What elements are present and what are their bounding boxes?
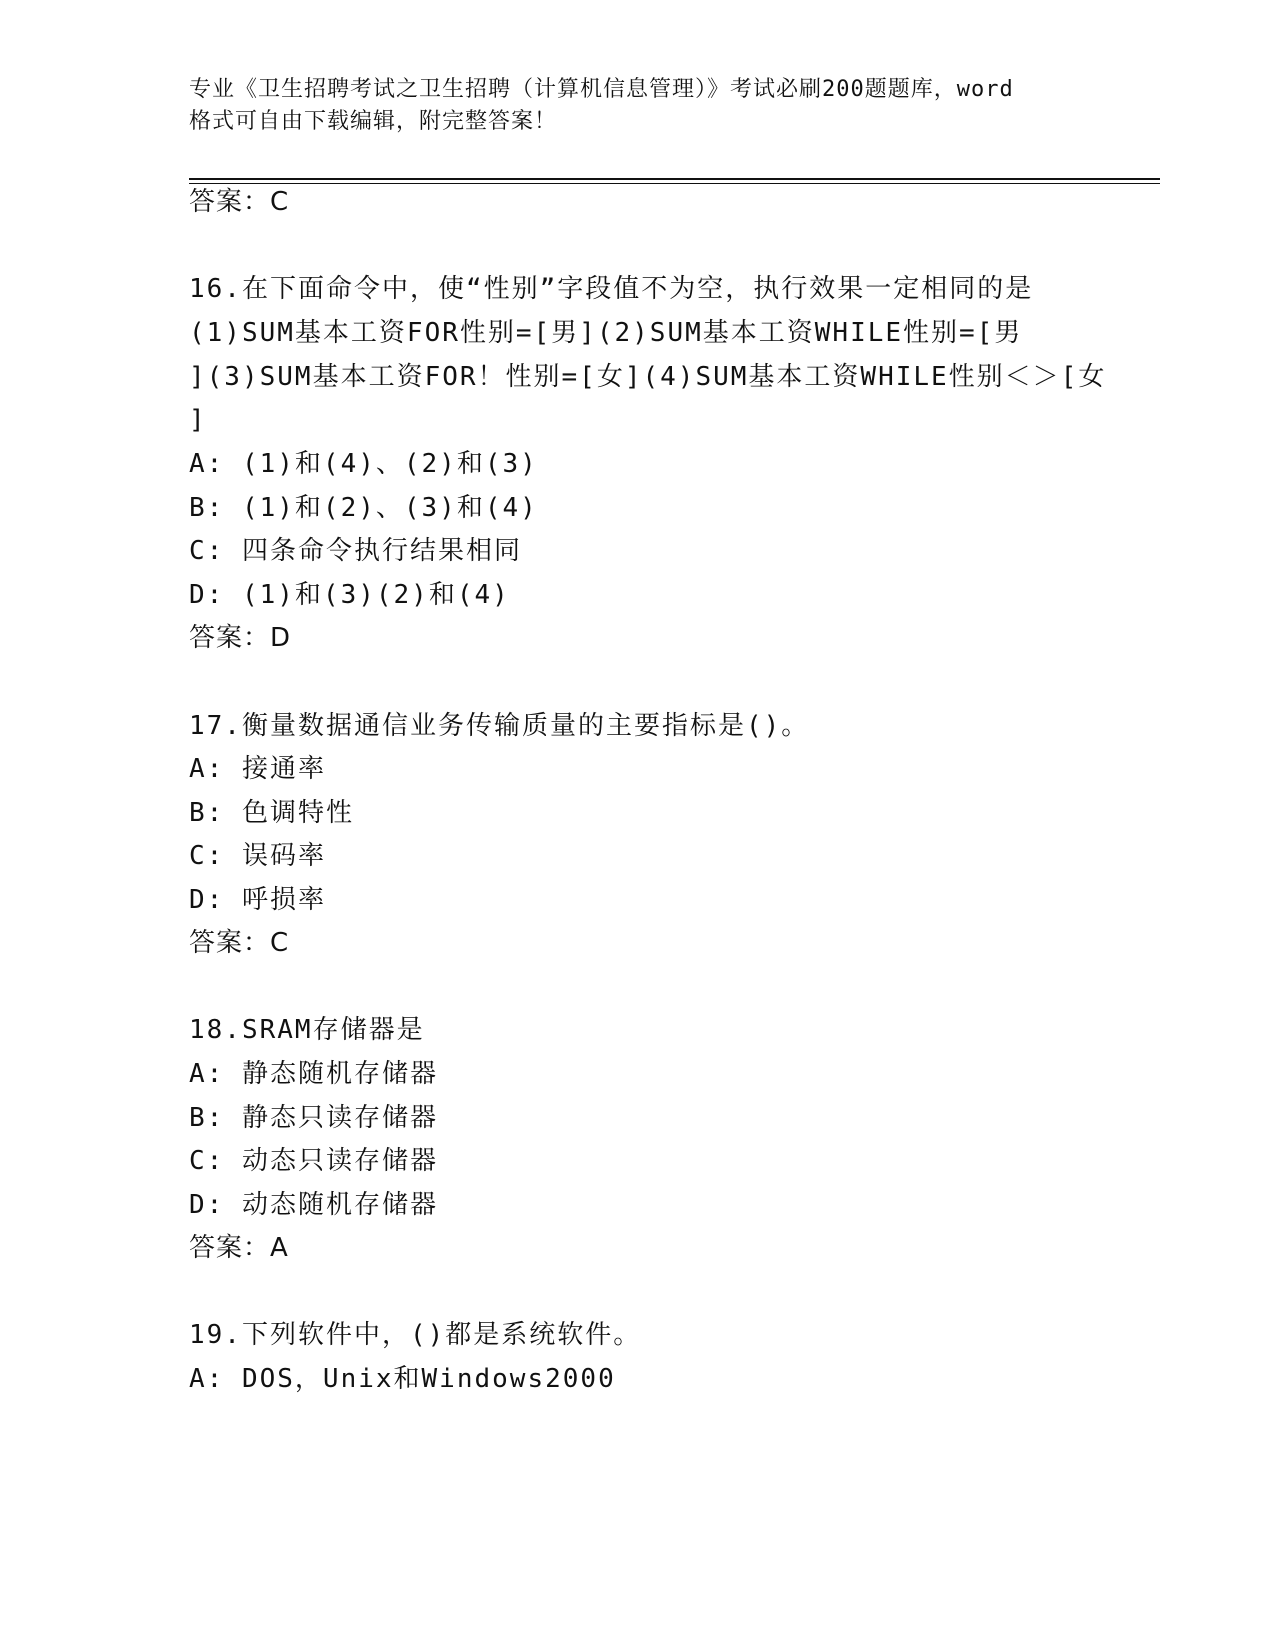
question-19-option-a: A: DOS，Unix和Windows2000 <box>189 1364 616 1394</box>
question-17-stem: 17.衡量数据通信业务传输质量的主要指标是()。 <box>189 711 810 741</box>
document-header <box>189 74 1089 138</box>
question-17-option-d: D: 呼损率 <box>189 885 326 915</box>
question-16-stem-2: (1)SUM基本工资FOR性别=[男](2)SUM基本工资WHILE性别=[男 <box>189 318 1023 348</box>
question-19-stem: 19.下列软件中，()都是系统软件。 <box>189 1320 642 1350</box>
question-16-option-c: C: 四条命令执行结果相同 <box>189 536 522 566</box>
question-18-option-c: C: 动态只读存储器 <box>189 1146 438 1176</box>
question-17-option-a: A: 接通率 <box>189 754 326 784</box>
question-18-stem: 18.SRAM存储器是 <box>189 1015 425 1045</box>
question-16-option-d: D: (1)和(3)(2)和(4) <box>189 580 510 610</box>
question-18-option-a: A: 静态随机存储器 <box>189 1059 438 1089</box>
header-divider-thick <box>189 178 1160 180</box>
header-line-1: 专业《卫生招聘考试之卫生招聘（计算机信息管理）》考试必刷200题题库，word <box>189 77 1014 102</box>
question-16-stem-3: ](3)SUM基本工资FOR！性别=[女](4)SUM基本工资WHILE性别＜＞[女 <box>189 362 1107 392</box>
question-16-option-a: A: (1)和(4)、(2)和(3) <box>189 449 538 479</box>
question-18-answer: 答案：A <box>189 1233 289 1263</box>
question-18-option-d: D: 动态随机存储器 <box>189 1190 438 1220</box>
question-18-option-b: B: 静态只读存储器 <box>189 1103 438 1133</box>
header-divider-thin <box>189 183 1160 184</box>
header-line-2: 格式可自由下载编辑，附完整答案！ <box>189 109 558 134</box>
question-17-option-b: B: 色调特性 <box>189 798 354 828</box>
question-17-option-c: C: 误码率 <box>189 841 326 871</box>
question-16-stem-1: 16.在下面命令中，使“性别”字段值不为空，执行效果一定相同的是 <box>189 274 1034 304</box>
question-16-answer: 答案：D <box>189 623 292 653</box>
question-16-stem-4: ] <box>189 405 207 435</box>
answer-line: 答案：C <box>189 187 290 217</box>
question-16-option-b: B: (1)和(2)、(3)和(4) <box>189 493 538 523</box>
question-17-answer: 答案：C <box>189 928 290 958</box>
